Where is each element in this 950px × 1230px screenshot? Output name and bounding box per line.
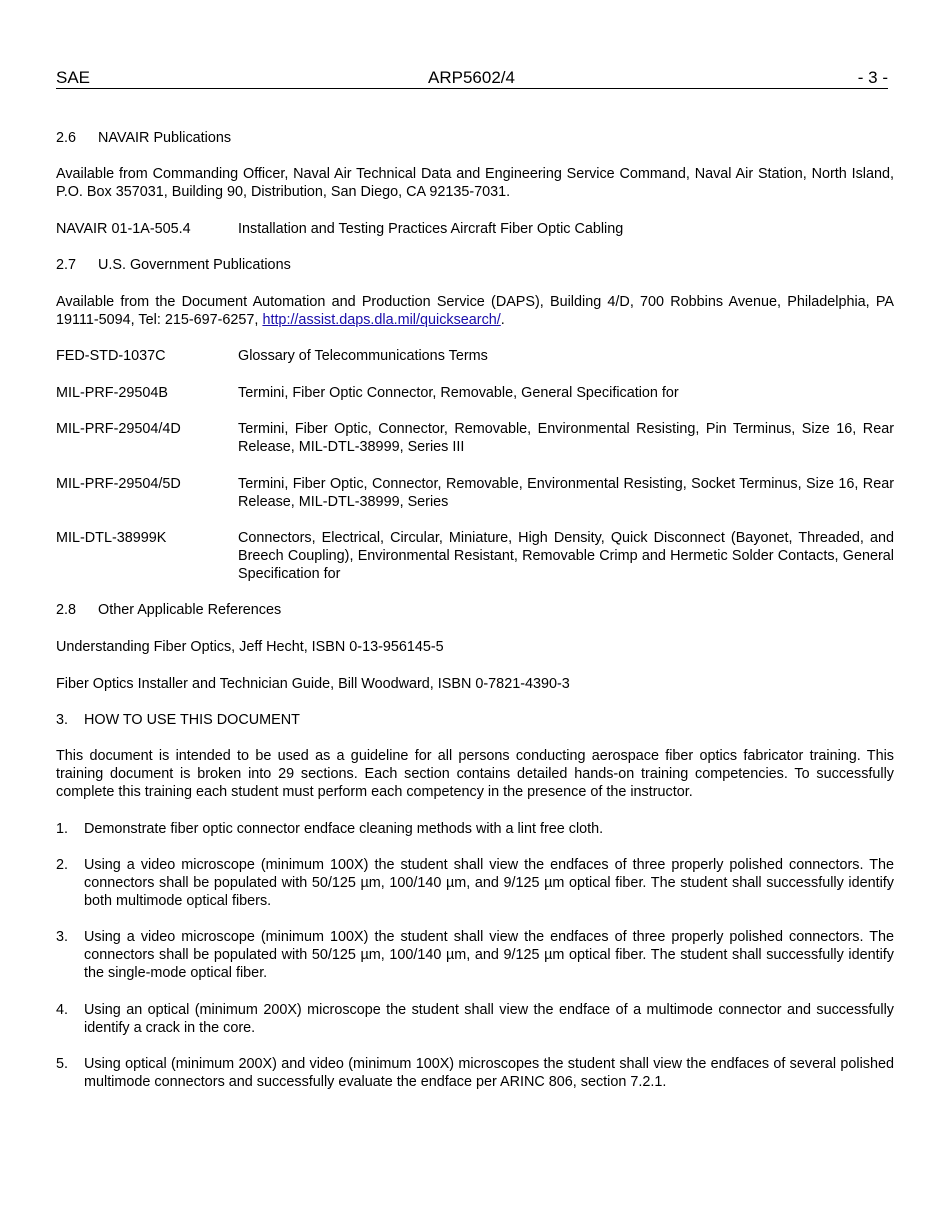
list-item-text: Using a video microscope (minimum 100X) the student shall view the endfaces of three properly polished connectors. The connectors shall be populated with 50/125 µm, 100/140 µm, and 9/125 µm optical fiber. The student shall successfully identify both multimode optical fibers.: [84, 857, 894, 909]
reference-code: MIL-PRF-29504/5D: [56, 476, 181, 492]
section-title: U.S. Government Publications: [98, 257, 291, 273]
list-item-number: 1.: [56, 821, 69, 837]
list-item-text: Using a video microscope (minimum 100X) the student shall view the endfaces of three properly polished connectors. The connectors shall be populated with 50/125 µm, 100/140 µm, and 9/125 µm optical fiber. The student shall successfully identify the single-mode optical fiber.: [84, 929, 894, 981]
reference-description: Termini, Fiber Optic Connector, Removable, General Specification for: [238, 385, 679, 401]
availability-suffix: .: [500, 312, 505, 328]
reference-code: MIL-PRF-29504B: [56, 385, 168, 401]
list-item-number: 4.: [56, 1002, 69, 1018]
header-doc-number: ARP5602/4: [428, 68, 515, 87]
reference-description: Termini, Fiber Optic, Connector, Removable, Environmental Resisting, Pin Terminus, Size 16, Rear Release, MIL-DTL-38999, Series III: [238, 421, 894, 455]
section-3-intro: This document is intended to be used as a guideline for all persons conducting aerospace fiber optics fabricator training. This training document is broken into 29 sections. Each section contains detailed hands-on training competencies. To successfully complete this training each student must perform each competency in the presence of the instructor.: [56, 748, 894, 800]
reference-code: FED-STD-1037C: [56, 348, 166, 364]
section-2-7-availability: [56, 293, 894, 329]
section-2-7-heading: [56, 256, 894, 274]
section-number: 2.7: [56, 257, 77, 273]
section-title: NAVAIR Publications: [98, 130, 232, 146]
page-header: [56, 68, 888, 89]
section-3-heading: [56, 711, 894, 729]
section-number: 3.: [56, 712, 69, 728]
section-2-6-availability: Available from Commanding Officer, Naval Air Technical Data and Engineering Service Command, Naval Air Station, North Island, P.O. Box 357031, Building 90, Distribution, San Diego, CA 92135-7031.: [56, 166, 894, 200]
list-item-number: 5.: [56, 1056, 69, 1072]
reference-code: MIL-DTL-38999K: [56, 530, 167, 546]
list-item-text: Demonstrate fiber optic connector endface cleaning methods with a lint free cloth.: [84, 821, 604, 837]
reference-code: NAVAIR 01-1A-505.4: [56, 221, 191, 237]
section-number: 2.6: [56, 130, 77, 146]
reference-code: MIL-PRF-29504/4D: [56, 421, 181, 437]
availability-text: Available from the Document Automation and Production Service (DAPS), Building 4/D, 700 Robbins Avenue, Philadelphia, PA 19111-5094, Tel: 215-697-6257,: [56, 294, 894, 328]
section-2-8-heading: [56, 601, 894, 619]
other-reference: Fiber Optics Installer and Technician Guide, Bill Woodward, ISBN 0-7821-4390-3: [56, 676, 570, 692]
other-reference: Understanding Fiber Optics, Jeff Hecht, ISBN 0-13-956145-5: [56, 639, 444, 655]
reference-description: Connectors, Electrical, Circular, Miniature, High Density, Quick Disconnect (Bayonet, Threaded, and Breech Coupling), Environmental Resistant, Removable Crimp and Hermetic Solder Contacts, General Specification for: [238, 530, 894, 582]
section-title: HOW TO USE THIS DOCUMENT: [84, 712, 300, 728]
reference-description: Installation and Testing Practices Aircraft Fiber Optic Cabling: [238, 221, 624, 237]
section-title: Other Applicable References: [98, 602, 282, 618]
header-org: SAE: [56, 68, 91, 87]
list-item-number: 3.: [56, 929, 69, 945]
header-page-number: - 3 -: [857, 68, 888, 87]
section-number: 2.8: [56, 602, 77, 618]
list-item-text: Using optical (minimum 200X) and video (minimum 100X) microscopes the student shall view the endfaces of several polished multimode connectors and successfully evaluate the endface per ARINC 806, section 7.2.1.: [84, 1056, 894, 1090]
reference-description: Termini, Fiber Optic, Connector, Removable, Environmental Resisting, Socket Terminus, Size 16, Rear Release, MIL-DTL-38999, Series: [238, 476, 894, 510]
section-2-6-heading: [56, 129, 894, 147]
reference-description: Glossary of Telecommunications Terms: [238, 348, 488, 364]
list-item-text: Using an optical (minimum 200X) microscope the student shall view the endface of a multimode connector and successfully identify a crack in the core.: [84, 1002, 894, 1036]
list-item-number: 2.: [56, 857, 69, 873]
assist-quicksearch-link[interactable]: http://assist.daps.dla.mil/quicksearch/: [262, 312, 501, 328]
